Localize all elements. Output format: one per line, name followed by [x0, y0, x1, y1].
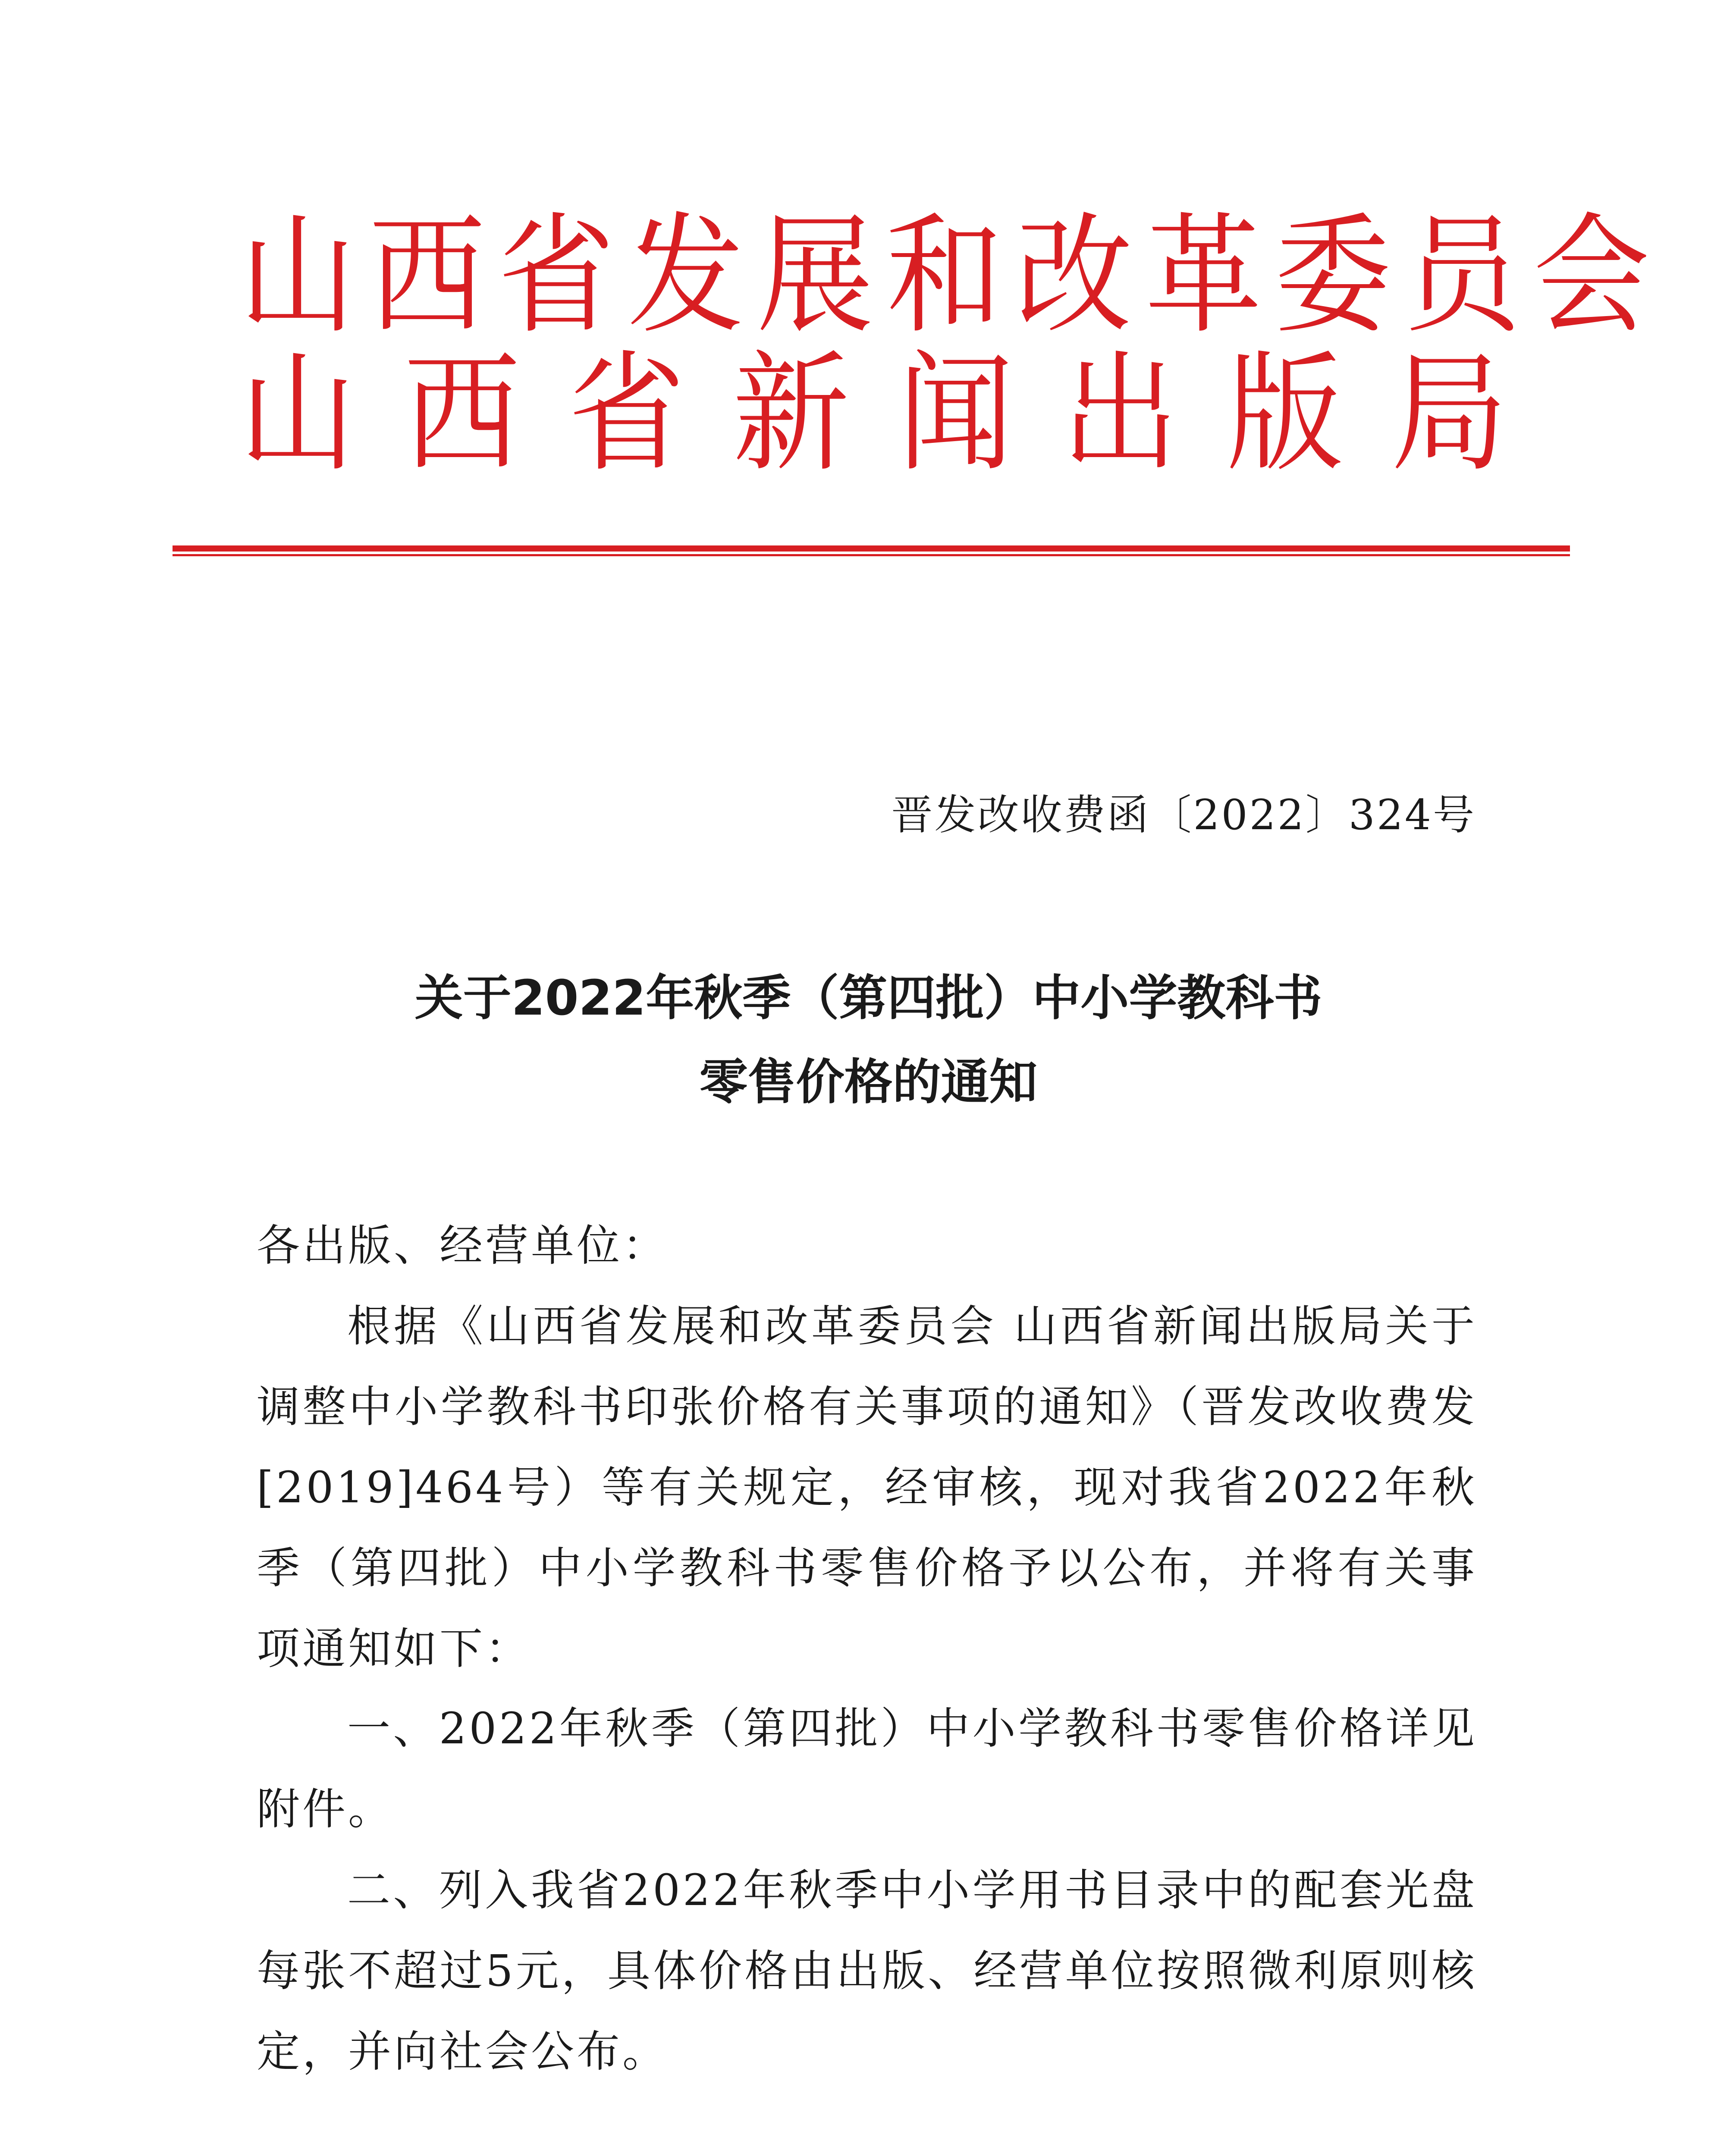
body-paragraph: 一、2022年秋季（第四批）中小学教科书零售价格详见附件。: [257, 1703, 1477, 1834]
issuer-char: 新: [733, 338, 850, 489]
issuer-char: 革: [1145, 201, 1262, 351]
issuer-char: 发: [628, 201, 744, 351]
issuer-char: 山: [239, 201, 356, 351]
issuer-char: 改: [1016, 201, 1132, 351]
document-title-line-1: 关于2022年秋季（第四批）中小学教科书: [414, 970, 1322, 1026]
issuer-char: 省: [498, 201, 615, 351]
issuer-char: 山: [239, 338, 356, 489]
document-title-line-2: 零售价格的通知: [699, 1054, 1038, 1110]
header-divider: [173, 545, 1570, 557]
issuer-char: 会: [1533, 201, 1650, 351]
issuer-char: 展: [757, 201, 873, 351]
issuer-char: 和: [886, 201, 1003, 351]
issuer-char: 闻: [897, 338, 1014, 489]
issuer-name-2: [233, 338, 1514, 489]
issuer-char: 西: [404, 338, 521, 489]
document-number: 晋发改收费函〔2022〕324号: [891, 791, 1476, 839]
issuer-char: 版: [1226, 338, 1343, 489]
issuer-char: 出: [1062, 338, 1179, 489]
issuer-char: 委: [1275, 201, 1391, 351]
issuer-char: 西: [369, 201, 485, 351]
issuer-char: 员: [1404, 201, 1520, 351]
issuer-name-1: [233, 201, 1650, 351]
body-paragraph: 二、列入我省2022年秋季中小学用书目录中的配套光盘每张不超过5元，具体价格由出版、经营单位按照微利原则核定，并向社会公布。: [257, 1865, 1477, 2077]
issuer-char: 省: [568, 338, 685, 489]
salutation: 各出版、经营单位：: [257, 1220, 668, 1271]
issuer-char: 局: [1391, 338, 1507, 489]
body-paragraph: 根据《山西省发展和改革委员会 山西省新闻出版局关于调整中小学教科书印张价格有关事项的通知》（晋发改收费发[2019]464号）等有关规定，经审核，现对我省2022年秋季（第四批）中小学教科书零售价格予以公布，并将有关事项通知如下：: [257, 1301, 1477, 1674]
